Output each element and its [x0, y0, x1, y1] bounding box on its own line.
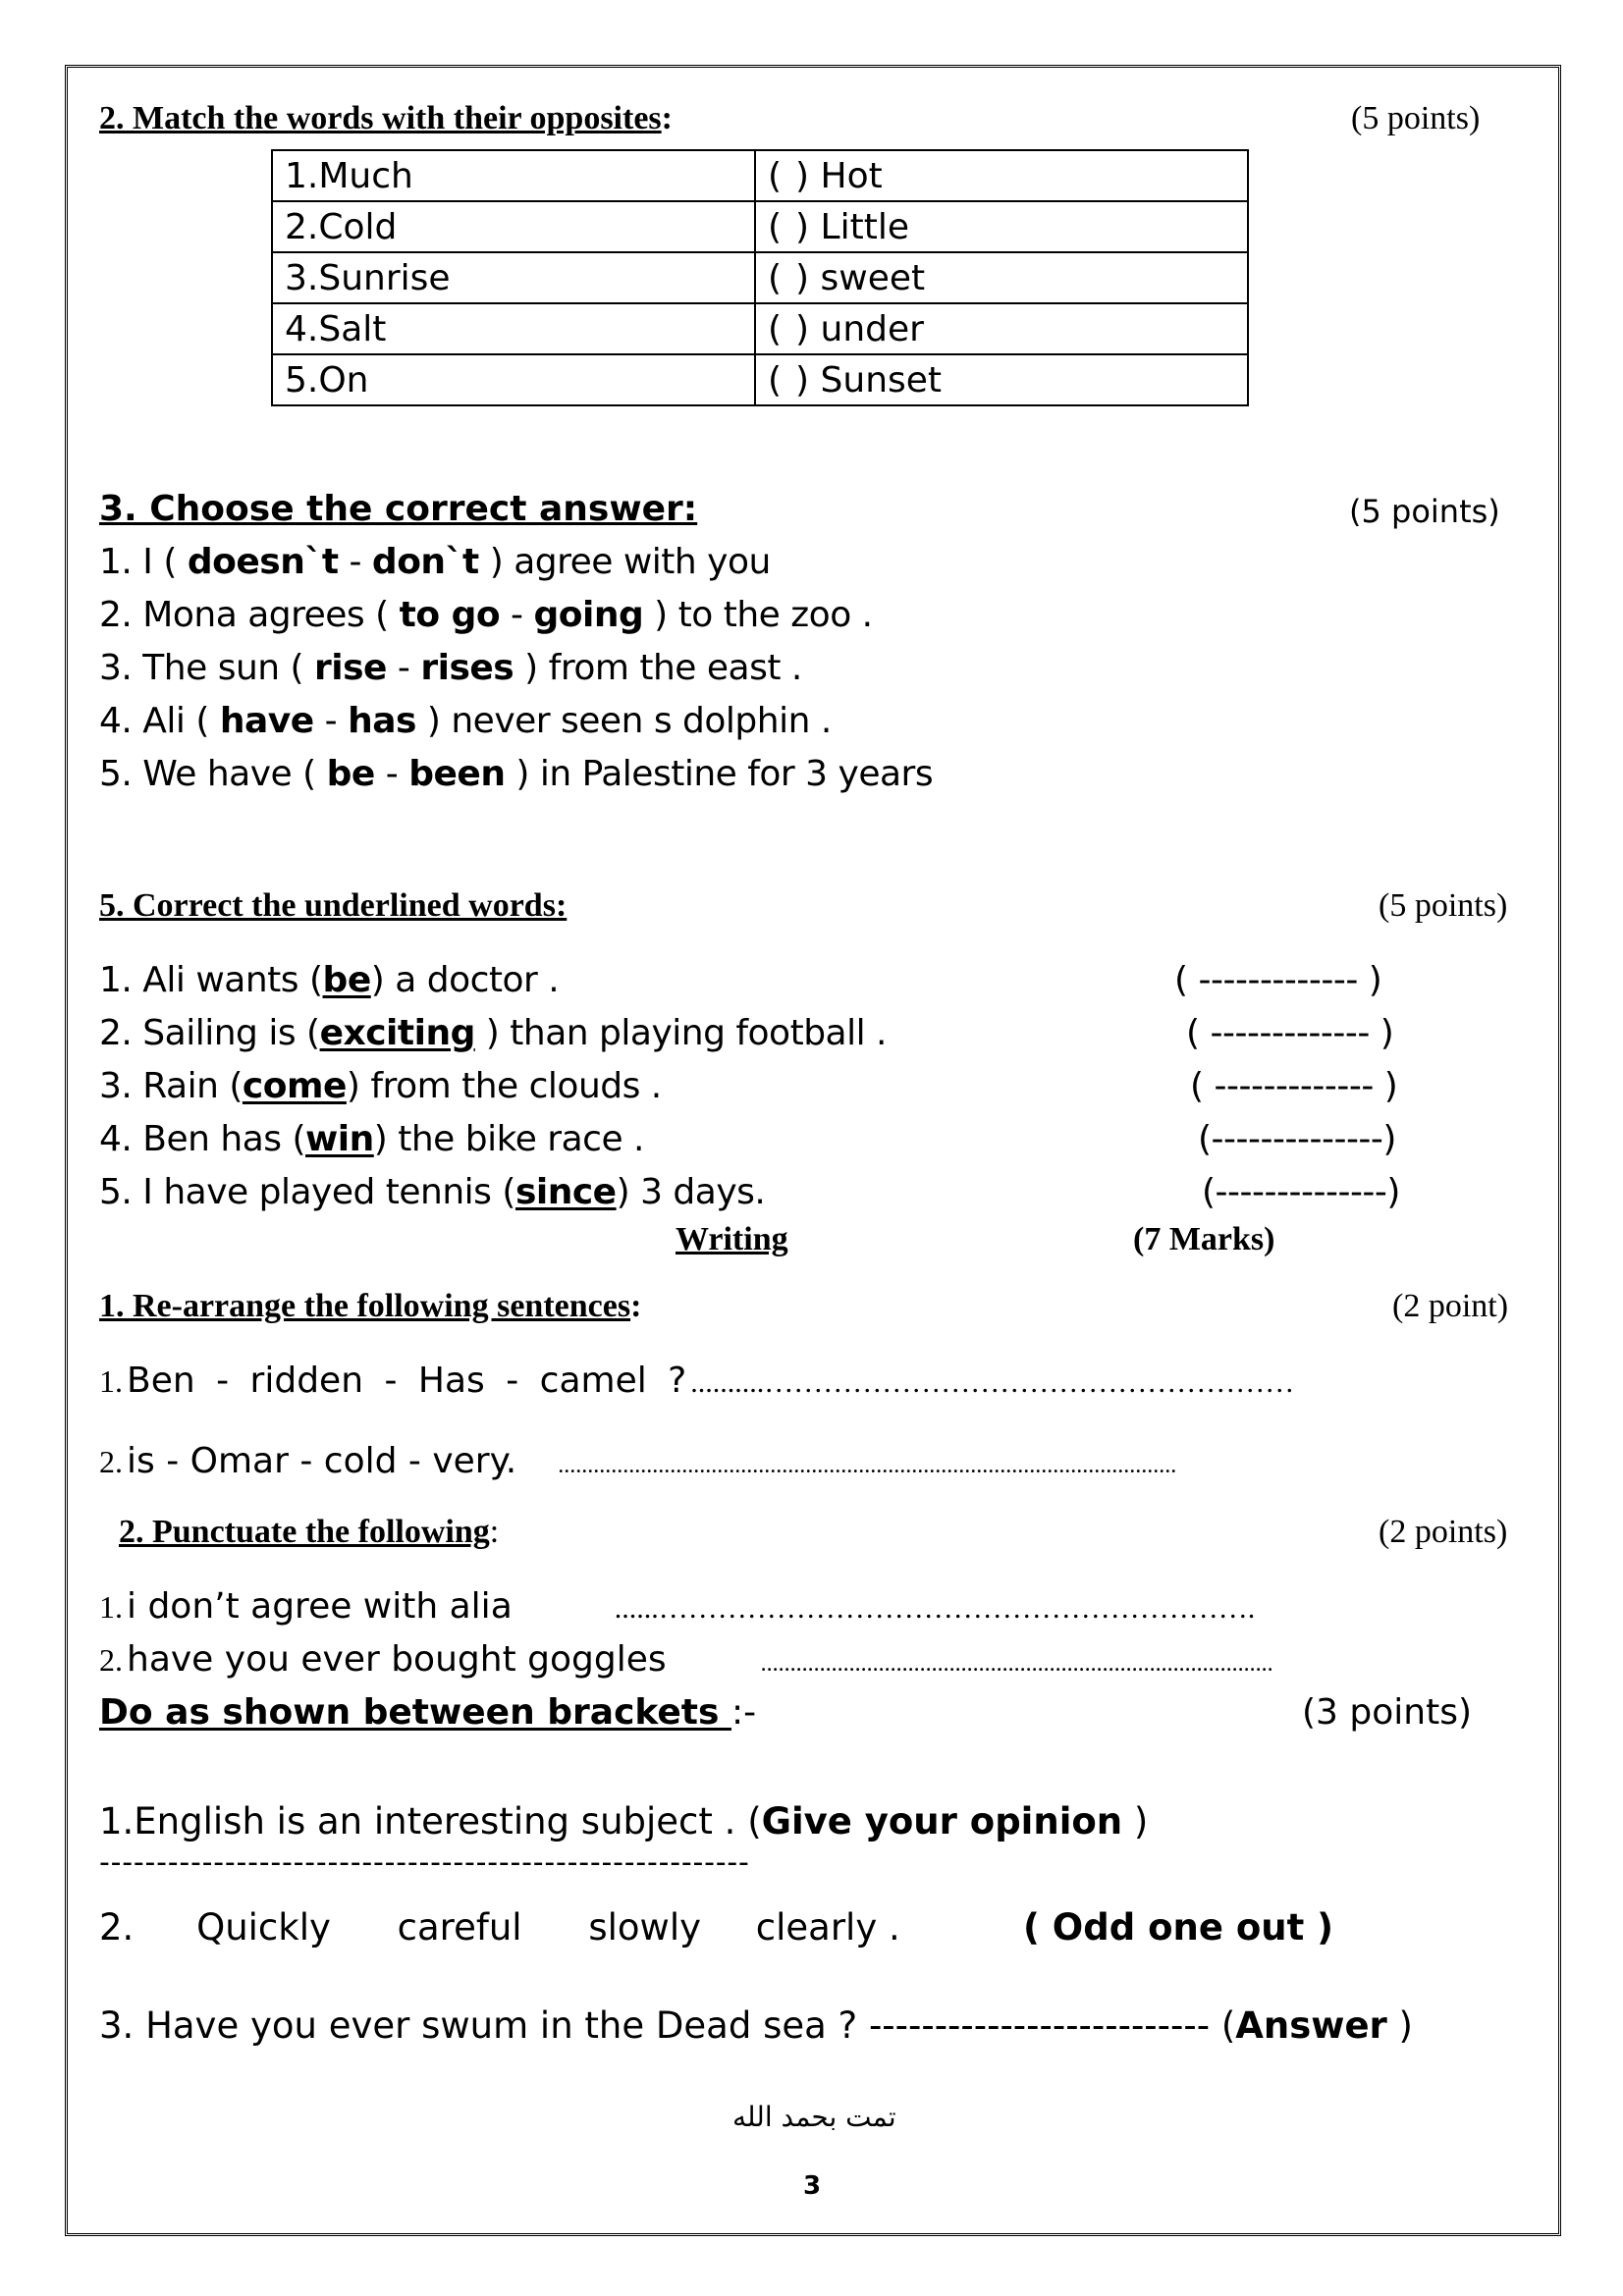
do-item-answer: 3. Have you ever swum in the Dead sea ? -------------------------- (Answer ) [99, 2004, 1413, 2047]
correct-item: 4. Ben has (win) the bike race . [99, 1119, 644, 1159]
correct-item: 1. Ali wants (be) a doctor . [99, 960, 560, 1000]
answer-cell[interactable]: ( ) under [755, 303, 1248, 354]
option-1[interactable]: to go [399, 595, 501, 635]
left-word: 1.Much [272, 150, 755, 201]
odd-word[interactable]: careful [397, 1906, 522, 1949]
left-word: 5.On [272, 354, 755, 405]
choose-section-title: 3. Choose the correct answer: [99, 489, 698, 529]
option-1[interactable]: doesn`t [187, 542, 339, 582]
choose-item: 4. Ali ( have - has ) never seen s dolphin . [99, 701, 832, 741]
table-row [272, 354, 1248, 405]
choose-item: 2. Mona agrees ( to go - going ) to the zoo . [99, 595, 873, 635]
correct-item: 2. Sailing is (exciting ) than playing football . [99, 1013, 888, 1053]
table-row [272, 252, 1248, 303]
choose-item: 3. The sun ( rise - rises ) from the east . [99, 648, 802, 688]
answer-cell[interactable]: ( ) Hot [755, 150, 1248, 201]
choose-points: (5 points) [1349, 493, 1500, 530]
odd-word[interactable]: Quickly [196, 1906, 331, 1949]
option-2[interactable]: don`t [371, 542, 479, 582]
closing-arabic-text: تمت بحمد الله [732, 2101, 896, 2133]
choose-item: 1. I ( doesn`t - don`t ) agree with you [99, 542, 771, 582]
option-2[interactable]: has [348, 701, 416, 741]
answer-cell[interactable]: ( ) Sunset [755, 354, 1248, 405]
table-row [272, 150, 1248, 201]
underlined-word: exciting [319, 1013, 475, 1053]
match-points: (5 points) [1351, 100, 1481, 136]
answer-line[interactable]: ....................................................................................... [760, 1651, 1273, 1677]
opposites-table [271, 149, 1249, 406]
do-item-opinion: 1.English is an interesting subject . (Give your opinion ) [99, 1800, 1149, 1842]
correct-points: (5 points) [1379, 887, 1508, 924]
punctuate-item: 2. have you ever bought goggles ....................................................................................... [99, 1639, 1273, 1680]
answer-cell[interactable]: ( ) sweet [755, 252, 1248, 303]
underlined-word: be [322, 960, 371, 1000]
answer-blank[interactable]: (--------------) [1202, 1172, 1400, 1212]
choose-item: 5. We have ( be - been ) in Palestine for 3 years [99, 754, 934, 794]
writing-marks: (7 Marks) [1133, 1221, 1275, 1257]
table-row [272, 303, 1248, 354]
answer-line[interactable]: ..........……………………………………………… [690, 1366, 1295, 1399]
left-word: 2.Cold [272, 201, 755, 252]
rearrange-item: 2. is - Omar - cold - very. ......................................................................................................... [99, 1441, 1177, 1481]
odd-one-out-instruction: ( Odd one out ) [1023, 1906, 1334, 1949]
rearrange-item: 1. Ben - ridden - Has - camel ? ..........……………………………………………… [99, 1361, 1295, 1401]
table-row [272, 201, 1248, 252]
underlined-word: since [514, 1172, 617, 1212]
punctuate-item: 1. i don’t agree with alia ......……………………………………………………. [99, 1586, 1256, 1627]
rearrange-points: (2 point) [1392, 1288, 1509, 1324]
do-item-odd-one-out: 2. Quickly careful slowly clearly . [99, 1906, 900, 1949]
correct-section-title: 5. Correct the underlined words: [99, 887, 568, 924]
left-word: 4.Salt [272, 303, 755, 354]
correct-item: 3. Rain (come) from the clouds . [99, 1066, 662, 1106]
correct-item: 5. I have played tennis (since) 3 days. [99, 1172, 766, 1212]
answer-line[interactable]: ......……………………………………………………. [614, 1592, 1256, 1625]
option-1[interactable]: have [219, 701, 314, 741]
writing-heading: Writing [676, 1221, 788, 1257]
option-1[interactable]: be [326, 754, 375, 794]
option-2[interactable]: been [408, 754, 506, 794]
page-number: 3 [803, 2171, 822, 2201]
odd-word[interactable]: clearly . [755, 1906, 900, 1949]
answer-line[interactable]: --------------------------------------------------------- [99, 1845, 750, 1880]
underlined-word: win [305, 1119, 374, 1159]
do-points: (3 points) [1302, 1692, 1473, 1733]
rearrange-section-title: 1. Re-arrange the following sentences: [99, 1288, 642, 1324]
option-2[interactable]: rises [420, 648, 514, 688]
punctuate-section-title: 2. Punctuate the following: [119, 1514, 500, 1550]
option-1[interactable]: rise [314, 648, 387, 688]
answer-blank[interactable]: ( ------------- ) [1186, 1013, 1394, 1053]
answer-cell[interactable]: ( ) Little [755, 201, 1248, 252]
odd-word[interactable]: slowly [588, 1906, 701, 1949]
option-2[interactable]: going [533, 595, 644, 635]
punctuate-points: (2 points) [1379, 1514, 1508, 1550]
answer-blank[interactable]: ( ------------- ) [1190, 1066, 1398, 1106]
answer-line[interactable]: ......................................................................................................... [558, 1453, 1177, 1478]
left-word: 3.Sunrise [272, 252, 755, 303]
do-section-title: Do as shown between brackets :- [99, 1692, 757, 1733]
answer-blank[interactable]: ( ------------- ) [1174, 960, 1382, 1000]
match-section-title: 2. Match the words with their opposites: [99, 100, 673, 136]
answer-blank[interactable]: (--------------) [1198, 1119, 1396, 1159]
underlined-word: come [242, 1066, 347, 1106]
